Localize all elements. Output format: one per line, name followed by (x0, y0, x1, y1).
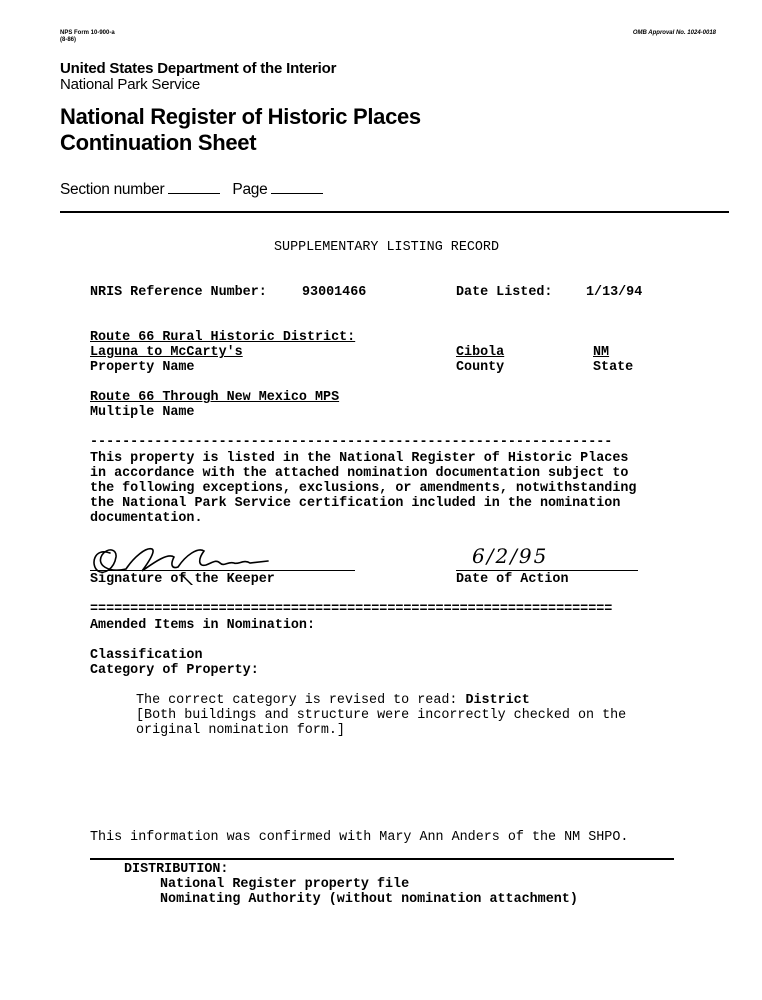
statement-line: in accordance with the attached nomination documentation subject to (90, 466, 629, 481)
page-blank (271, 192, 323, 194)
date-of-action-line (456, 570, 638, 571)
signature-line (90, 570, 355, 571)
category-label: Category of Property: (90, 663, 259, 678)
statement-line: documentation. (90, 511, 203, 526)
double-divider: ================================================================= (90, 602, 613, 617)
correction-note-line: [Both buildings and structure were incorrectly checked on the (136, 708, 627, 723)
distribution-heading: DISTRIBUTION: (124, 862, 229, 877)
statement-line: This property is listed in the National Register of Historic Places (90, 451, 629, 466)
classification-label: Classification (90, 648, 203, 663)
nris-label: NRIS Reference Number: (90, 285, 267, 300)
form-number (60, 30, 180, 44)
amended-heading: Amended Items in Nomination: (90, 618, 315, 633)
page-subtitle: Continuation Sheet (60, 130, 257, 155)
date-of-action-handwritten: 6/2/95 (472, 544, 549, 568)
correction-value: District (465, 693, 530, 708)
page-title: National Register of Historic Places (60, 104, 421, 129)
form-revision: (8-86) (60, 37, 77, 43)
correction-note-line: original nomination form.] (136, 723, 345, 738)
dash-divider: ----------------------------------------------------------------- (90, 435, 613, 450)
distribution-item: National Register property file (160, 877, 410, 892)
nris-value: 93001466 (302, 285, 367, 300)
date-listed-label: Date Listed: (456, 285, 553, 300)
listing-statement (90, 451, 730, 526)
date-of-action-label: Date of Action (456, 572, 569, 587)
confirmation-note: This information was confirmed with Mary Ann Anders of the NM SHPO. (90, 830, 629, 845)
agency-name: National Park Service (60, 76, 201, 93)
state-label: State (593, 360, 634, 375)
omb-approval: OMB Approval No. 1024-0018 (632, 30, 716, 36)
multiple-name-value: Route 66 Through New Mexico MPS (90, 390, 340, 405)
record-heading: SUPPLEMENTARY LISTING RECORD (274, 240, 499, 255)
header-rule (60, 211, 729, 213)
county-value: Cibola (456, 345, 505, 360)
county-label: County (456, 360, 505, 375)
property-name-label: Property Name (90, 360, 195, 375)
statement-line: the National Park Service certification included in the nomination (90, 496, 621, 511)
distribution-item: Nominating Authority (without nomination attachment) (160, 892, 578, 907)
form-number-text: NPS Form 10-900-a (60, 30, 115, 36)
multiple-name-label: Multiple Name (90, 405, 195, 420)
section-page-line (60, 181, 323, 199)
section-number-blank (168, 192, 220, 194)
correction-prefix: The correct category is revised to read: (136, 693, 466, 708)
statement-line: the following exceptions, exclusions, or amendments, notwithstanding (90, 481, 637, 496)
correction-line (136, 693, 530, 708)
date-listed-value: 1/13/94 (586, 285, 643, 300)
page-label: Page (232, 181, 268, 198)
signature-label: Signature of the Keeper (90, 572, 275, 587)
distribution-rule (90, 858, 674, 860)
property-name-line2: Laguna to McCarty's (90, 345, 243, 360)
department-name: United States Department of the Interior (60, 60, 337, 77)
property-name-line1: Route 66 Rural Historic District: (90, 330, 356, 345)
state-value: NM (593, 345, 610, 360)
section-number-label: Section number (60, 181, 165, 198)
